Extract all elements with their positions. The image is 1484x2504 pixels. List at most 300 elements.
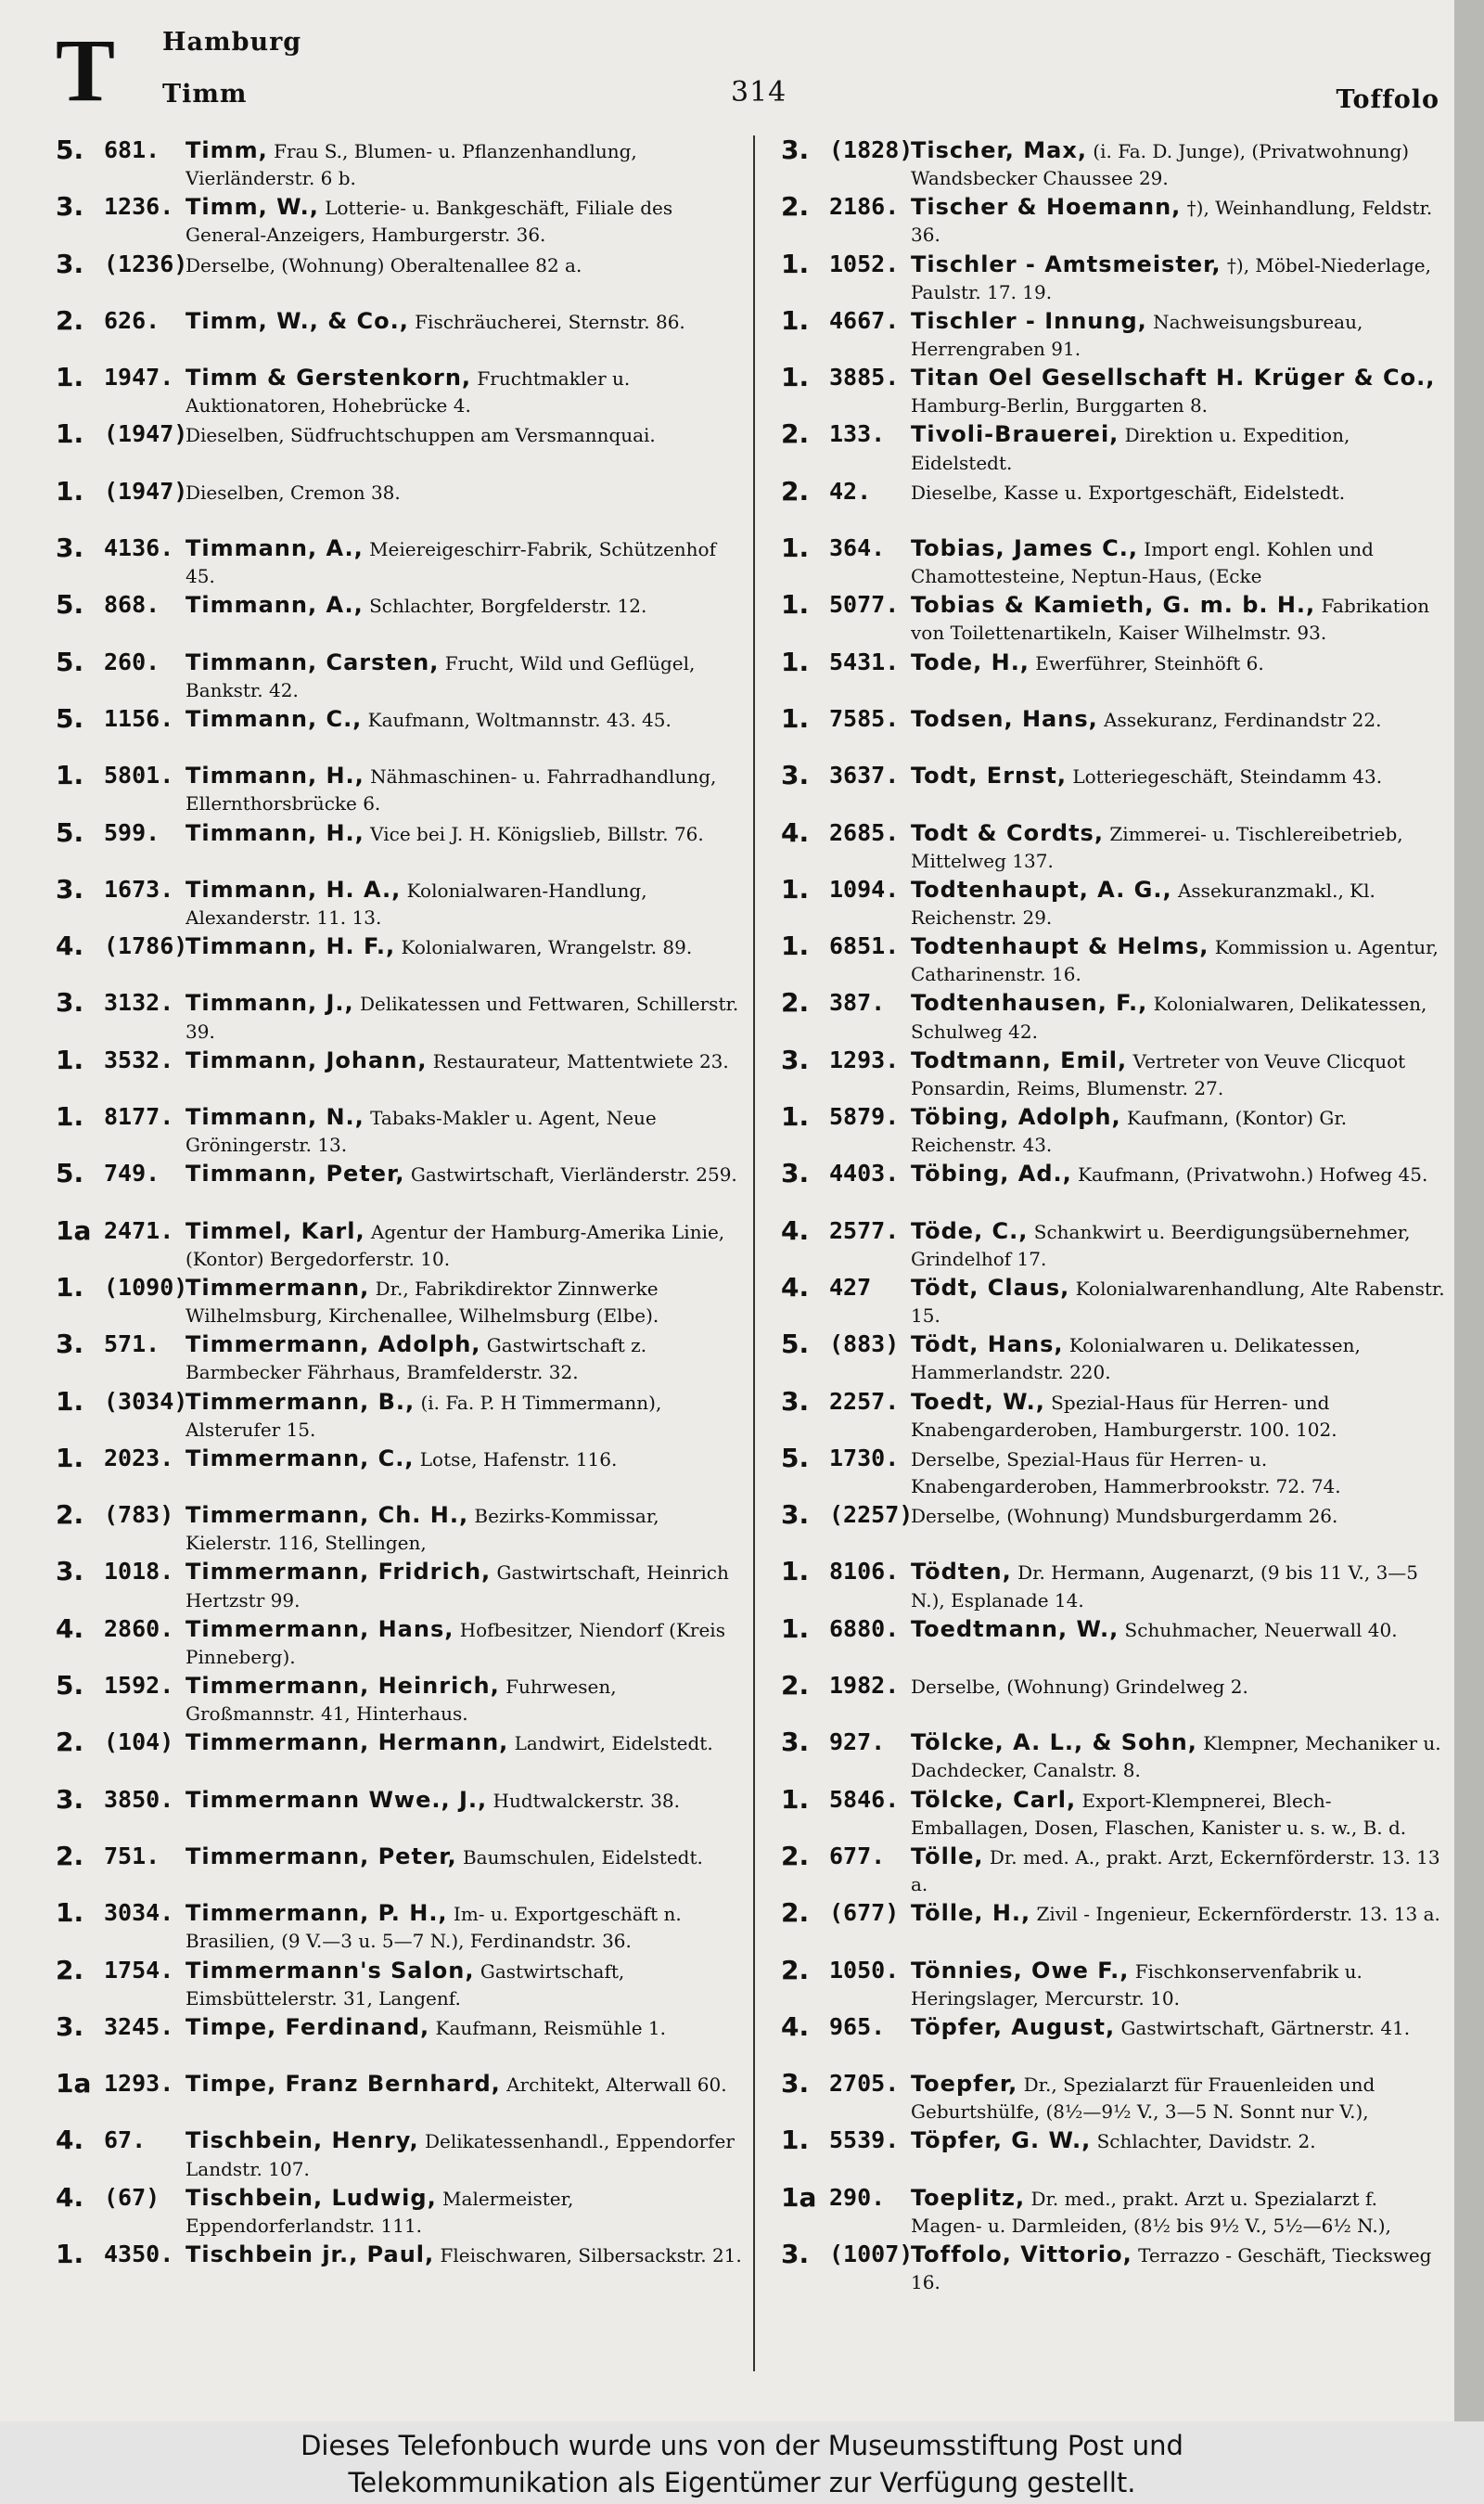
exchange-code: 3. xyxy=(781,2238,810,2269)
exchange-code: 4. xyxy=(56,1612,84,1644)
entry-text xyxy=(186,1102,742,1156)
entry-details: Vice bei J. H. Königslieb, Billstr. 76. xyxy=(364,822,704,845)
exchange-code: 2. xyxy=(781,191,810,223)
entry-name: Todsen, Hans, xyxy=(911,705,1098,732)
exchange-code: 2. xyxy=(781,418,810,450)
exchange-code: 3. xyxy=(56,1329,84,1360)
entry-name: Timmermann, P. H., xyxy=(186,1900,448,1927)
entry-name: Töbing, Ad., xyxy=(911,1161,1072,1188)
phone-number: 1094. xyxy=(829,875,900,903)
directory-entry xyxy=(781,761,1447,817)
entry-text xyxy=(911,704,1447,735)
directory-entry xyxy=(781,1046,1447,1102)
directory-entry xyxy=(56,704,742,761)
entry-name: Timmermann, Hans, xyxy=(186,1615,454,1642)
phone-number: 1236. xyxy=(104,193,174,221)
entry-text xyxy=(911,306,1447,360)
entry-text xyxy=(186,1614,742,1668)
entry-text xyxy=(186,2012,742,2043)
entry-text xyxy=(911,1671,1447,1701)
entry-details: Restaurateur, Mattentwiete 23. xyxy=(427,1049,729,1072)
entry-details: Architekt, Alterwall 60. xyxy=(500,2074,727,2097)
entry-name: Tönnies, Owe F., xyxy=(911,1957,1130,1984)
entry-text xyxy=(911,590,1447,644)
phone-number: 5879. xyxy=(829,1103,900,1131)
entry-details: Zivil - Ingenieur, Eckernförderstr. 13. 13 a. xyxy=(1030,1903,1440,1926)
phone-number: 4403. xyxy=(829,1160,900,1188)
exchange-code: 5. xyxy=(56,1670,84,1701)
entry-details: Agentur der Hamburg-Amerika Linie, (Kontor) Bergedorferstr. 10. xyxy=(186,1220,725,1270)
entry-text xyxy=(186,1273,742,1327)
entry-name: Timmann, A., xyxy=(186,592,364,619)
entry-details: Dieselben, Südfruchtschuppen am Versmannquai. xyxy=(186,424,656,447)
entry-name: Timm & Gerstenkorn, xyxy=(186,365,472,392)
phone-number: 1156. xyxy=(104,704,174,732)
entry-name: Todtmann, Emil, xyxy=(911,1047,1128,1073)
entry-text xyxy=(186,761,742,815)
directory-entry xyxy=(781,704,1447,761)
phone-number: 1730. xyxy=(829,1444,900,1471)
exchange-code: 1. xyxy=(781,1612,810,1644)
entry-name: Timmann, C., xyxy=(186,705,363,732)
entry-details: Fruchtmakler u. Auktionatoren, Hohebrücke 4. xyxy=(186,367,631,417)
exchange-code: 1. xyxy=(56,362,84,393)
directory-entry xyxy=(56,1046,742,1102)
phone-number: 1018. xyxy=(104,1558,174,1586)
entry-name: Timmann, Johann, xyxy=(186,1047,428,1073)
exchange-code: 3. xyxy=(781,1044,810,1075)
entry-details: Klempner, Mechaniker u. Dachdecker, Canalstr. 8. xyxy=(911,1732,1441,1782)
entry-text xyxy=(186,1956,742,2010)
entry-text xyxy=(911,477,1447,507)
phone-number: (2257) xyxy=(829,1501,914,1529)
entry-name: Tischler - Innung, xyxy=(911,307,1147,334)
exchange-code: 2. xyxy=(56,1840,84,1871)
entry-details: Hudtwalckerstr. 38. xyxy=(487,1789,681,1812)
entry-text xyxy=(911,250,1447,303)
directory-entry xyxy=(56,818,742,875)
entry-text xyxy=(911,2069,1447,2123)
entry-name: Tivoli-Brauerei, xyxy=(911,421,1119,448)
exchange-code: 5. xyxy=(56,816,84,848)
entry-text xyxy=(186,419,742,450)
entry-name: Timmermann, Hermann, xyxy=(186,1729,509,1756)
exchange-code: 1. xyxy=(781,1783,810,1815)
first-entry-heading: Timm xyxy=(162,80,248,109)
directory-entry xyxy=(781,306,1447,363)
phone-number: 681. xyxy=(104,136,160,163)
directory-entry xyxy=(781,988,1447,1045)
entry-name: Todtenhausen, F., xyxy=(911,990,1148,1017)
exchange-code: 1. xyxy=(781,248,810,279)
entry-text xyxy=(911,1102,1447,1156)
phone-number: 3637. xyxy=(829,762,900,790)
phone-number: 927. xyxy=(829,1728,886,1756)
directory-entry xyxy=(781,2069,1447,2125)
directory-entry xyxy=(781,1842,1447,1898)
entry-text xyxy=(186,648,742,701)
exchange-code: 3. xyxy=(56,873,84,905)
entry-text xyxy=(911,1956,1447,2010)
entry-details: †), Möbel-Niederlage, Paulstr. 17. 19. xyxy=(911,253,1431,303)
phone-number: 2186. xyxy=(829,193,900,221)
entry-details: Kommission u. Agentur, Catharinenstr. 16. xyxy=(911,936,1439,986)
entry-name: Todt & Cordts, xyxy=(911,819,1104,846)
directory-entry xyxy=(781,2125,1447,2182)
entry-text xyxy=(911,2240,1447,2293)
directory-entry xyxy=(56,1785,742,1842)
entry-text xyxy=(911,818,1447,872)
directory-entry xyxy=(56,648,742,704)
exchange-code: 1. xyxy=(56,1897,84,1929)
directory-entry xyxy=(56,1727,742,1784)
entry-details: Dieselben, Cremon 38. xyxy=(186,481,401,504)
exchange-code: 1. xyxy=(781,873,810,905)
directory-entry xyxy=(781,1671,1447,1727)
entry-details: Nähmaschinen- u. Fahrradhandlung, Ellernthorsbrücke 6. xyxy=(186,765,717,815)
entry-text xyxy=(911,1273,1447,1327)
entry-details: Assekuranz, Ferdinandstr 22. xyxy=(1097,708,1382,731)
entry-text xyxy=(911,1159,1447,1189)
directory-entry xyxy=(56,135,742,192)
entry-text xyxy=(911,192,1447,246)
exchange-code: 3. xyxy=(56,191,84,223)
directory-entry xyxy=(56,1898,742,1955)
page-edge-shadow xyxy=(1454,0,1484,2421)
entry-name: Timmel, Karl, xyxy=(186,1217,365,1244)
exchange-code: 2. xyxy=(781,475,810,507)
entry-details: Gastwirtschaft, Vierländerstr. 259. xyxy=(404,1163,737,1187)
exchange-code: 1. xyxy=(56,475,84,507)
exchange-code: 1. xyxy=(781,702,810,734)
entry-text xyxy=(186,590,742,621)
entry-name: Timmermann, B., xyxy=(186,1388,416,1415)
phone-number: 6880. xyxy=(829,1614,900,1642)
entry-text xyxy=(911,1329,1447,1383)
entry-name: Timmermann, Heinrich, xyxy=(186,1673,500,1700)
exchange-code: 1. xyxy=(56,418,84,450)
entry-text xyxy=(186,875,742,929)
exchange-code: 3. xyxy=(781,1727,810,1758)
directory-entry xyxy=(56,306,742,363)
entry-details: Kolonialwaren-Handlung, Alexanderstr. 11. 13. xyxy=(186,879,647,929)
entry-name: Timmermann, xyxy=(186,1274,370,1301)
directory-entry xyxy=(781,2183,1447,2240)
phone-number: 6851. xyxy=(829,932,900,960)
entry-name: Tischer & Hoemann, xyxy=(911,194,1182,221)
footer-line-2: Telekommunikation als Eigentümer zur Verfügung gestellt. xyxy=(348,2467,1136,2498)
entry-text xyxy=(186,2240,742,2270)
phone-number: 2023. xyxy=(104,1444,174,1471)
entry-details: Frau S., Blumen- u. Pflanzenhandlung, Vierländerstr. 6 b. xyxy=(186,140,637,189)
entry-details: Nachweisungsbureau, Herrengraben 91. xyxy=(911,310,1363,360)
entry-details: Schankwirt u. Beerdigungsübernehmer, Grindelhof 17. xyxy=(911,1220,1411,1270)
entry-name: Timmermann, Ch. H., xyxy=(186,1502,469,1529)
phone-number: 387. xyxy=(829,989,886,1017)
directory-entry xyxy=(781,1273,1447,1329)
directory-entry xyxy=(781,931,1447,988)
entry-name: Timmann, A., xyxy=(186,535,364,562)
entry-name: Toffolo, Vittorio, xyxy=(911,2241,1132,2267)
entry-details: Derselbe, (Wohnung) Oberaltenallee 82 a. xyxy=(186,253,582,276)
entry-details: Gastwirtschaft z. Barmbecker Fährhaus, Bramfelderstr. 32. xyxy=(186,1334,647,1384)
entry-details: Frucht, Wild und Geflügel, Bankstr. 42. xyxy=(186,651,696,701)
exchange-code: 2. xyxy=(781,1840,810,1871)
exchange-code: 2. xyxy=(56,304,84,336)
entry-name: Todtenhaupt, A. G., xyxy=(911,876,1172,903)
entry-text xyxy=(186,1898,742,1952)
entry-text xyxy=(911,1785,1447,1839)
entry-text xyxy=(186,1557,742,1611)
phone-number: 1947. xyxy=(104,364,174,392)
exchange-code: 3. xyxy=(56,2010,84,2042)
exchange-code: 5. xyxy=(56,589,84,621)
exchange-code: 4. xyxy=(56,2125,84,2156)
phone-number: 571. xyxy=(104,1330,160,1358)
entry-text xyxy=(186,988,742,1042)
directory-entry xyxy=(781,1727,1447,1784)
entry-details: Dr., Fabrikdirektor Zinnwerke Wilhelmsburg, Kirchenallee, Wilhelmsburg (Elbe). xyxy=(186,1277,659,1327)
phone-number: 260. xyxy=(104,648,160,675)
directory-entry xyxy=(56,1956,742,2012)
directory-entry xyxy=(56,363,742,419)
phone-number: (1947) xyxy=(104,420,188,448)
phone-number: 67. xyxy=(104,2126,147,2154)
entry-details: Export-Klempnerei, Blech-Emballagen, Dosen, Flaschen, Kanister u. s. w., B. d. xyxy=(911,1789,1407,1839)
entry-details: Ewerführer, Steinhöft 6. xyxy=(1029,651,1264,674)
entry-name: Timmermann Wwe., J., xyxy=(186,1786,488,1813)
directory-entry xyxy=(56,250,742,306)
entry-details: Kolonialwarenhandlung, Alte Rabenstr. 15. xyxy=(911,1277,1445,1327)
entry-details: Derselbe, (Wohnung) Grindelweg 2. xyxy=(911,1676,1248,1699)
directory-entry xyxy=(781,363,1447,419)
phone-number: (1947) xyxy=(104,477,188,505)
exchange-code: 1a xyxy=(56,2068,92,2100)
entry-details: Dr., Spezialarzt für Frauenleiden und Geburtshülfe, (8½—9½ V., 3—5 N. Sonnt nur V.), xyxy=(911,2074,1375,2124)
phone-number: 2577. xyxy=(829,1216,900,1244)
directory-entry xyxy=(56,931,742,988)
entry-text xyxy=(186,533,742,587)
phone-number: 626. xyxy=(104,306,160,334)
entry-details: Kolonialwaren u. Delikatessen, Hammerlandstr. 220. xyxy=(911,1334,1361,1384)
phone-number: 868. xyxy=(104,591,160,619)
directory-entry xyxy=(56,1671,742,1727)
exchange-code: 3. xyxy=(56,1556,84,1587)
directory-entry xyxy=(781,419,1447,476)
entry-name: Tölcke, Carl, xyxy=(911,1786,1077,1813)
last-entry-heading: Toffolo xyxy=(1336,85,1439,114)
entry-details: Dr. med. A., prakt. Arzt, Eckernförderstr. 13. 13 a. xyxy=(911,1845,1440,1895)
exchange-code: 3. xyxy=(781,1158,810,1189)
exchange-code: 5. xyxy=(781,1442,810,1473)
phone-number: 1673. xyxy=(104,875,174,903)
entry-text xyxy=(911,988,1447,1042)
entry-details: Schlachter, Borgfelderstr. 12. xyxy=(363,595,647,618)
exchange-code: 1. xyxy=(56,760,84,791)
entry-text xyxy=(911,2125,1447,2156)
phone-number: 1982. xyxy=(829,1672,900,1700)
directory-entry xyxy=(56,1273,742,1329)
entry-text xyxy=(911,1727,1447,1781)
entry-name: Tobias, James C., xyxy=(911,535,1138,562)
entry-name: Timpe, Franz Bernhard, xyxy=(186,2071,501,2098)
directory-entry xyxy=(56,1387,742,1444)
directory-entry xyxy=(56,2240,742,2296)
entry-text xyxy=(911,761,1447,791)
entry-text xyxy=(186,818,742,849)
entry-details: Fabrikation von Toilettenartikeln, Kaiser Wilhelmstr. 93. xyxy=(911,595,1430,645)
exchange-code: 1. xyxy=(781,2125,810,2156)
directory-entry xyxy=(56,192,742,249)
entry-name: Tischbein, Henry, xyxy=(186,2127,419,2154)
entry-details: †), Weinhandlung, Feldstr. 36. xyxy=(911,197,1433,247)
entry-name: Timmermann, Fridrich, xyxy=(186,1559,492,1586)
entry-name: Timmermann's Salon, xyxy=(186,1957,475,1984)
footer-notice xyxy=(0,2421,1484,2504)
phone-number: 8106. xyxy=(829,1558,900,1586)
entry-details: Vertreter von Veuve Clicquot Ponsardin, Reims, Blumenstr. 27. xyxy=(911,1049,1406,1099)
entry-name: Tischer, Max, xyxy=(911,137,1087,163)
exchange-code: 1. xyxy=(781,533,810,564)
directory-entry xyxy=(56,1159,742,1215)
directory-entry xyxy=(781,1387,1447,1444)
entry-name: Timmann, N., xyxy=(186,1104,365,1131)
entry-text xyxy=(186,477,742,507)
entry-name: Tode, H., xyxy=(911,648,1030,675)
directory-entry xyxy=(56,477,742,533)
exchange-code: 3. xyxy=(781,135,810,165)
exchange-code: 5. xyxy=(56,1158,84,1189)
directory-entry xyxy=(56,1557,742,1613)
directory-entry xyxy=(781,1557,1447,1613)
directory-entry xyxy=(56,988,742,1045)
entry-name: Tödt, Claus, xyxy=(911,1274,1070,1301)
entry-text xyxy=(186,1842,742,1872)
entry-details: Assekuranzmakl., Kl. Reichenstr. 29. xyxy=(911,879,1375,929)
entry-name: Töbing, Adolph, xyxy=(911,1104,1121,1131)
entry-name: Tödten, xyxy=(911,1559,1012,1586)
entry-details: Zimmerei- u. Tischlereibetrieb, Mittelweg 137. xyxy=(911,822,1403,872)
phone-number: 1050. xyxy=(829,1956,900,1984)
directory-entry xyxy=(56,875,742,931)
directory-entry xyxy=(781,590,1447,647)
entry-name: Tölcke, A. L., & Sohn, xyxy=(911,1729,1197,1756)
phone-number: 3885. xyxy=(829,364,900,392)
entry-name: Timmermann, Adolph, xyxy=(186,1331,481,1358)
phone-number: 5846. xyxy=(829,1785,900,1813)
entry-details: Gastwirtschaft, Heinrich Hertzstr 99. xyxy=(186,1561,729,1612)
entry-name: Todtenhaupt & Helms, xyxy=(911,933,1209,960)
entry-name: Tölle, H., xyxy=(911,1900,1031,1927)
phone-number: (67) xyxy=(104,2183,160,2211)
entry-details: Lotteriegeschäft, Steindamm 43. xyxy=(1067,765,1383,789)
phone-number: 2685. xyxy=(829,818,900,846)
entry-details: Schlachter, Davidstr. 2. xyxy=(1091,2130,1316,2153)
exchange-code: 2. xyxy=(781,1670,810,1701)
entry-details: Fleischwaren, Silbersackstr. 21. xyxy=(434,2243,742,2266)
exchange-code: 1. xyxy=(56,1101,84,1133)
exchange-code: 4. xyxy=(781,1214,810,1246)
directory-entry xyxy=(781,1444,1447,1500)
exchange-code: 1. xyxy=(56,1044,84,1075)
directory-entry xyxy=(781,1500,1447,1557)
entry-text xyxy=(911,363,1447,417)
phone-number: 5539. xyxy=(829,2126,900,2154)
exchange-code: 2. xyxy=(56,1499,84,1531)
directory-entry xyxy=(781,1614,1447,1671)
exchange-code: 2. xyxy=(781,1954,810,1985)
entry-name: Töde, C., xyxy=(911,1217,1029,1244)
entry-details: Dr. Hermann, Augenarzt, (9 bis 11 V., 3—5 N.), Esplanade 14. xyxy=(911,1561,1419,1612)
city-heading: Hamburg xyxy=(162,28,302,57)
directory-entry xyxy=(56,1500,742,1557)
phone-number: 5077. xyxy=(829,591,900,619)
exchange-code: 1. xyxy=(781,362,810,393)
entry-name: Tischbein, Ludwig, xyxy=(186,2184,437,2211)
entry-details: Dr. med., prakt. Arzt u. Spezialarzt f. Magen- u. Darmleiden, (8½ bis 9½ V., 5½—6½ N.), xyxy=(911,2187,1391,2237)
phone-number: 3132. xyxy=(104,989,174,1017)
directory-entry xyxy=(781,648,1447,704)
exchange-code: 4. xyxy=(56,931,84,962)
exchange-code: 3. xyxy=(781,1499,810,1531)
entry-name: Timpe, Ferdinand, xyxy=(186,2013,430,2040)
entry-text xyxy=(186,1329,742,1383)
entry-details: Dieselbe, Kasse u. Exportgeschäft, Eidelstedt. xyxy=(911,481,1346,504)
entry-name: Timmermann, C., xyxy=(186,1445,415,1471)
entry-name: Tischbein jr., Paul, xyxy=(186,2241,435,2267)
entry-details: Fischkonservenfabrik u. Heringslager, Mercurstr. 10. xyxy=(911,1959,1362,2010)
entry-text xyxy=(186,1046,742,1076)
entry-details: Delikatessenhandl., Eppendorfer Landstr. 107. xyxy=(186,2130,735,2180)
phone-number: (883) xyxy=(829,1330,900,1358)
entry-text xyxy=(186,931,742,962)
entry-text xyxy=(911,1500,1447,1531)
exchange-code: 1. xyxy=(56,2238,84,2269)
entry-details: Meiereigeschirr-Fabrik, Schützenhof 45. xyxy=(186,538,716,588)
exchange-code: 3. xyxy=(781,1385,810,1417)
directory-entry xyxy=(781,1956,1447,2012)
entry-name: Toedtmann, W., xyxy=(911,1615,1119,1642)
exchange-code: 4. xyxy=(781,2010,810,2042)
entry-text xyxy=(911,931,1447,985)
entry-name: Timmann, H., xyxy=(186,763,365,790)
entry-text xyxy=(186,363,742,417)
entry-details: (i. Fa. P. H Timmermann), Alsterufer 15. xyxy=(186,1391,662,1441)
entry-name: Tischler - Amtsmeister, xyxy=(911,250,1222,277)
entry-details: Direktion u. Expedition, Eidelstedt. xyxy=(911,424,1350,474)
entry-details: Hamburg-Berlin, Burggarten 8. xyxy=(911,394,1209,417)
directory-entry xyxy=(56,2012,742,2069)
directory-entry xyxy=(781,818,1447,875)
phone-number: 4667. xyxy=(829,306,900,334)
phone-number: 1293. xyxy=(104,2070,174,2098)
directory-entry xyxy=(56,1102,742,1159)
exchange-code: 2. xyxy=(56,1727,84,1758)
exchange-code: 4. xyxy=(56,2181,84,2213)
exchange-code: 4. xyxy=(781,1271,810,1303)
directory-entry xyxy=(781,477,1447,533)
entry-text xyxy=(186,1216,742,1270)
entry-details: Kaufmann, Reismühle 1. xyxy=(429,2016,666,2039)
entry-text xyxy=(186,1444,742,1474)
entry-details: Delikatessen und Fettwaren, Schillerstr. 39. xyxy=(186,993,739,1043)
entry-text xyxy=(186,704,742,735)
entry-details: Kolonialwaren, Wrangelstr. 89. xyxy=(395,936,693,959)
entry-name: Toedt, W., xyxy=(911,1388,1045,1415)
entry-details: Spezial-Haus für Herren- und Knabengarderoben, Hamburgerstr. 100. 102. xyxy=(911,1391,1337,1441)
directory-entry xyxy=(781,1159,1447,1215)
exchange-code: 1. xyxy=(56,1271,84,1303)
